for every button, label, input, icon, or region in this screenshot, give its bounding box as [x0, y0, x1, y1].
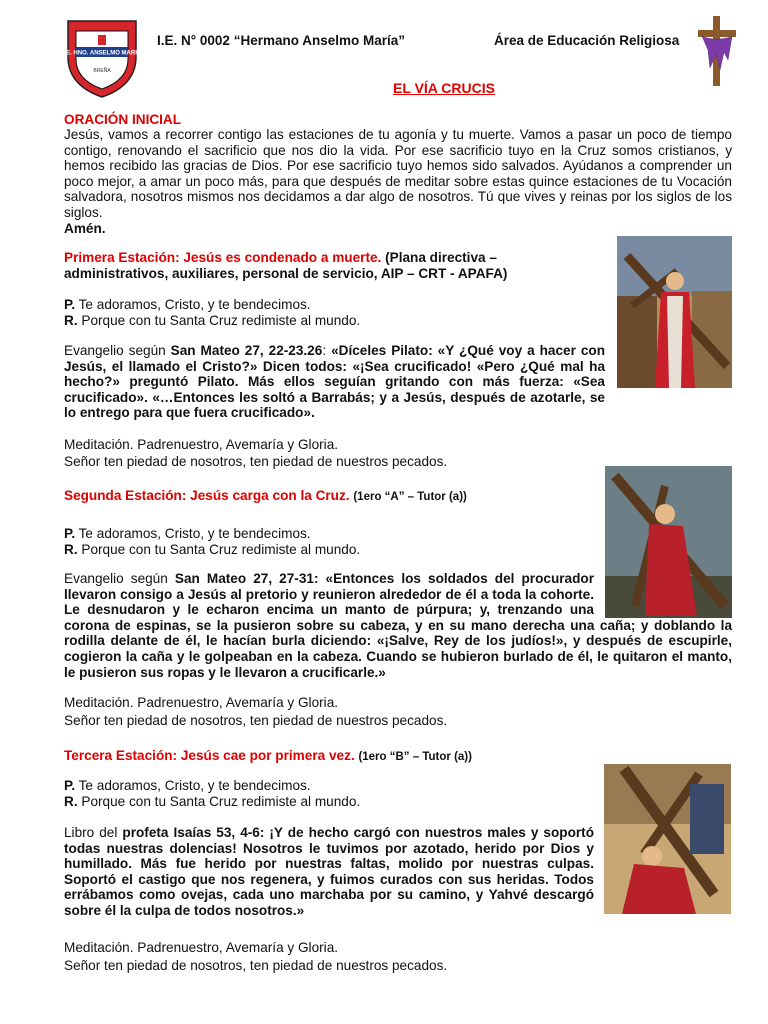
station-2-p-line: P. Te adoramos, Cristo, y te bendecimos. [64, 526, 311, 541]
station-2-group: (1ero “A” – Tutor (a)) [353, 491, 467, 503]
station-3-image [604, 764, 731, 914]
intro-body: Jesús, vamos a recorrer contigo las estaciones de tu agonía y tu muerte. Vamos a pasar un poco de tiempo contigo, renovando el sacrificio que nos dio la vida. Por ese sacrificio tuyo en la Cruz somos cristianos, y hemos recibido las gracias de Dios. Por ese sacrificio tuyo hemos sido salvados. Ayúdanos a comprender un poco mejor, a amar un poco más, para que después de meditar sobre estas quince estaciones de tu Vocación salvadora, nosotros mismos nos decidamos a dar algo de nosotros. Tú que vives y reinas por los siglos de los siglos. [64, 127, 732, 220]
area-name: Área de Educación Religiosa [494, 33, 680, 48]
station-1-p-line: P. Te adoramos, Cristo, y te bendecimos. [64, 297, 311, 312]
intro-heading: ORACIÓN INICIAL [64, 112, 182, 127]
station-1-mercy: Señor ten piedad de nosotros, ten piedad de nuestros pecados. [64, 454, 448, 469]
station-3-title: Tercera Estación: Jesús cae por primera vez. [64, 748, 355, 763]
station-3-meditation: Meditación. Padrenuestro, Avemaría y Gloria. [64, 940, 339, 955]
station-1-heading [64, 250, 604, 281]
intro-amen: Amén. [64, 221, 106, 236]
station-3-r-line: R. Porque con tu Santa Cruz redimiste al mundo. [64, 794, 361, 809]
station-2-image [605, 466, 732, 618]
station-2-mercy: Señor ten piedad de nosotros, ten piedad de nuestros pecados. [64, 713, 448, 728]
station-3-heading [64, 748, 604, 766]
logo-text: I.E. HNO. ANSELMO MARIA [62, 50, 142, 57]
station-1-r-line: R. Porque con tu Santa Cruz redimiste al mundo. [64, 313, 361, 328]
station-2-gospel: Evangelio según San Mateo 27, 27-31: «Entonces los soldados del procurador llevaron consigo a Jesús al pretorio y reunieron alrededor de él a toda la cohorte. Le desnudaron y le echaron encima un manto de púrpura; y, trenzando una corona de espinas, se la pusieron sobre su cabeza, y en su mano derecha una caña; y doblando la rodilla delante de él, le hacían burla diciendo: «¡Salve, Rey de los judíos!», y después de escupirle, cogieron la caña y le golpeaban en la cabeza. Cuando se hubieron burlado de él, le quitaron el manto, le pusieron sus ropas y le llevaron a crucificarle.» [64, 571, 732, 680]
page-title: EL VÍA CRUCIS [393, 80, 495, 96]
cross-icon [694, 14, 740, 88]
station-1-image [617, 236, 732, 388]
station-1-gospel: Evangelio según San Mateo 27, 22-23.26: «Díceles Pilato: «Y ¿Qué voy a hacer con Jesús, el llamado el Cristo?» Dicen todos: «¡Sea crucificado! «Pero ¿Qué mal ha hecho?» preguntó Pilato. Más ellos seguían gritando con más fuerza: «Sea crucificado». «…Entonces les soltó a Barrabás; y a Jesús, después de azotarle, se lo entrego para que fuera crucificado». [64, 343, 606, 421]
station-2-title: Segunda Estación: Jesús carga con la Cruz. [64, 488, 350, 503]
station-1-meditation: Meditación. Padrenuestro, Avemaría y Gloria. [64, 437, 339, 452]
station-2-r-line: R. Porque con tu Santa Cruz redimiste al mundo. [64, 542, 361, 557]
station-3-mercy: Señor ten piedad de nosotros, ten piedad de nuestros pecados. [64, 958, 448, 973]
station-3-group: (1ero “B” – Tutor (a)) [358, 751, 472, 763]
station-3-gospel: Libro del profeta Isaías 53, 4-6: ¡Y de hecho cargó con nuestros males y soportó todas nuestras dolencias! Nosotros le tuvimos por azotado, herido por Dios y humillado. Más fue herido por nuestras faltas, molido por nuestras culpas. Soportó el castigo que nos regenera, y fuimos curados con sus heridas. Todos errábamos como ovejas, cada uno marchaba por su camino, y Yahvé descargó sobre él la culpa de todos nosotros.» [64, 825, 594, 918]
station-1-group: (Plana directiva – administrativos, auxiliares, personal de servicio, AIP – CRT - APAFA) [64, 250, 508, 281]
station-2-meditation: Meditación. Padrenuestro, Avemaría y Gloria. [64, 695, 339, 710]
school-name: I.E. N° 0002 “Hermano Anselmo María” [157, 33, 405, 48]
station-2-heading [64, 488, 604, 506]
station-3-p-line: P. Te adoramos, Cristo, y te bendecimos. [64, 778, 311, 793]
station-1-title: Primera Estación: Jesús es condenado a muerte. [64, 250, 382, 265]
logo-subtext: BREÑA [93, 68, 111, 74]
